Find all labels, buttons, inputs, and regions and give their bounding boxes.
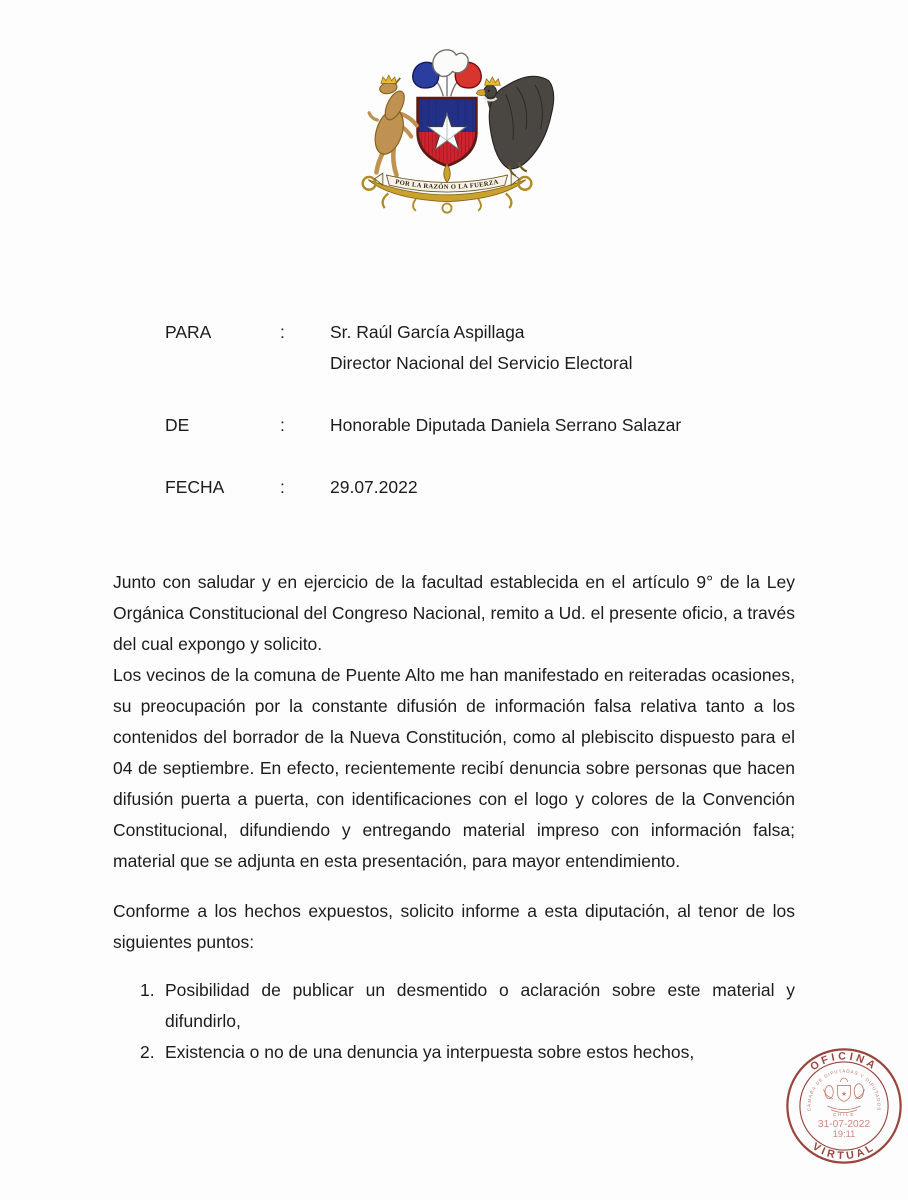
list-item-text: Existencia o no de una denuncia ya interpuesta sobre estos hechos, — [165, 1042, 695, 1062]
crest-plumes-icon — [413, 50, 482, 96]
sender-name: Honorable Diputada Daniela Serrano Salazar — [330, 415, 682, 435]
letter-date: 29.07.2022 — [330, 477, 418, 497]
field-para-value — [330, 317, 785, 379]
request-list — [113, 975, 795, 1068]
list-item — [140, 975, 795, 1037]
stamp-bottom-text: VIRTUAL — [810, 1140, 878, 1163]
field-para-colon: : — [280, 322, 285, 342]
stamp-top-text: OFICINA — [808, 1050, 880, 1074]
stamp-date: 31-07-2022 — [817, 1118, 871, 1130]
stamp-country: CHILE — [832, 1112, 856, 1118]
letter-body — [113, 567, 795, 1068]
list-item-text: Posibilidad de publicar un desmentido o aclaración sobre este material y difundirlo, — [165, 980, 795, 1031]
letter-header — [165, 317, 785, 503]
recipient-title: Director Nacional del Servicio Electoral — [330, 353, 633, 373]
crest-motto: POR LA RAZÓN O LA FUERZA — [394, 178, 500, 191]
condor-icon — [476, 76, 553, 176]
stamp-icon — [779, 1041, 908, 1171]
field-de-label: DE — [165, 415, 190, 435]
huemul-icon — [369, 75, 417, 175]
stamp-time: 19:11 — [832, 1129, 856, 1140]
paragraph-intro: Junto con saludar y en ejercicio de la facultad establecida en el artículo 9° de la Ley Orgánica Constitucional del Congreso Nacional, remito a Ud. el presente oficio, a través del cual expongo y solicito. — [113, 572, 795, 654]
chile-coat-of-arms-icon — [337, 44, 557, 220]
list-item-number: 1. — [140, 980, 155, 1000]
field-para-label: PARA — [165, 322, 212, 342]
stamp-ring-text: CÁMARA DE DIPUTADAS Y DIPUTADOS — [806, 1068, 882, 1112]
field-de — [165, 410, 785, 441]
field-fecha — [165, 472, 785, 503]
field-de-colon: : — [280, 415, 285, 435]
chile-coat-of-arms — [337, 44, 557, 220]
list-item — [140, 1037, 795, 1068]
oficina-virtual-stamp — [779, 1041, 908, 1171]
field-para — [165, 317, 785, 379]
paragraph-exposition: Los vecinos de la comuna de Puente Alto me han manifestado en reiteradas ocasiones, su preocupación por la constante difusión de información falsa relativa tanto a los contenidos del borrador de la Nueva Constitución, como al plebiscito dispuesto para el 04 de septiembre. En efecto, recientemente recibí denuncia sobre personas que hacen difusión puerta a puerta, con identificaciones con el logo y colores de la Convención Constitucional, difundiendo y entregando material impreso con información falsa; material que se adjunta en esta presentación, para mayor entendimiento. — [113, 665, 795, 871]
stamp-star-icon: ★ — [841, 1090, 847, 1098]
field-fecha-colon: : — [280, 477, 285, 497]
recipient-name: Sr. Raúl García Aspillaga — [330, 322, 525, 342]
field-fecha-label: FECHA — [165, 477, 225, 497]
paragraph-request: Conforme a los hechos expuestos, solicito informe a esta diputación, al tenor de los siguientes puntos: — [113, 901, 795, 952]
list-item-number: 2. — [140, 1042, 155, 1062]
